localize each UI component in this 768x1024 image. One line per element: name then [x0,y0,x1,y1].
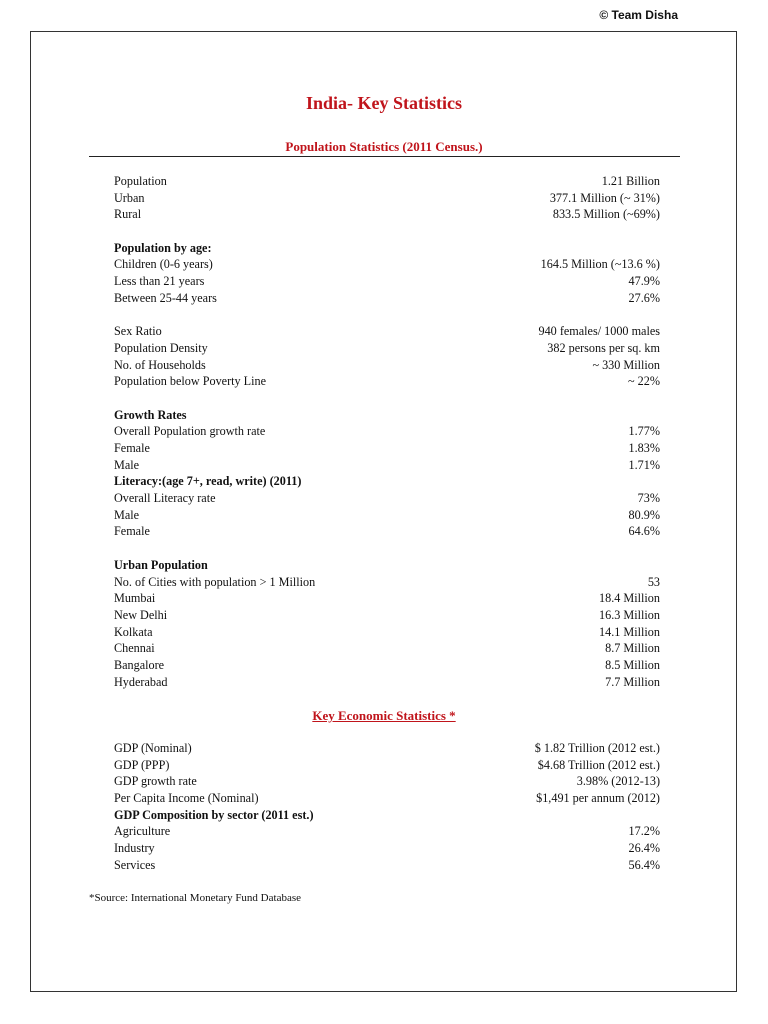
subsection-heading-gdp-composition [114,807,660,824]
subsection-label: Literacy:(age 7+, read, write) (2011) [114,474,302,489]
stat-row-children [114,256,660,273]
stat-value: 17.2% [628,824,660,839]
subsection-label: Population by age: [114,240,212,255]
stat-value: 8.5 Million [605,657,660,672]
stat-row-industry [114,840,660,857]
stat-value: $4.68 Trillion (2012 est.) [537,757,660,772]
stat-label: Population below Poverty Line [114,374,266,389]
stat-row-gdp-ppp [114,757,660,774]
stat-row-new-delhi [114,607,660,624]
stat-label: Agriculture [114,824,171,839]
stat-label: Rural [114,207,142,222]
population-section-heading: Population Statistics (2011 Census.) [285,139,483,154]
stat-row-gdp-nominal [114,740,660,757]
stat-row-growth-male [114,457,660,474]
stat-row-literacy-female [114,523,660,540]
team-credit: © Team Disha [599,8,678,22]
stat-row-literacy-overall [114,490,660,507]
stat-label: New Delhi [114,607,168,622]
stat-label: Male [114,507,140,522]
stat-row-poverty [114,373,660,390]
stat-value: 47.9% [628,274,660,289]
stat-row-households [114,357,660,374]
stat-label: Overall Population growth rate [114,424,266,439]
stat-row-services [114,857,660,874]
stat-value: 1.77% [628,424,660,439]
stat-value: 27.6% [628,290,660,305]
stat-value: 56.4% [628,857,660,872]
stat-value: ~ 330 Million [592,357,660,372]
stat-row-per-capita [114,790,660,807]
stat-row-gdp-growth [114,773,660,790]
stat-label: Hyderabad [114,674,168,689]
stat-value: 64.6% [628,524,660,539]
stat-value: 377.1 Million (~ 31%) [549,190,660,205]
stat-label: Sex Ratio [114,324,162,339]
stat-value: 1.83% [628,441,660,455]
stat-label: Chennai [114,641,155,656]
stat-row-bangalore [114,657,660,674]
stat-value: 73% [637,491,660,506]
stat-label: Children (0-6 years) [114,257,213,272]
stat-row-growth-female [114,440,660,457]
stat-label: Population [114,174,167,188]
stat-row-literacy-male [114,507,660,524]
stat-value: 26.4% [628,841,660,856]
stat-value: 940 females/ 1000 males [538,324,660,339]
economic-stats-list [114,740,660,874]
stat-value: 16.3 Million [599,607,660,622]
stat-label: Per Capita Income (Nominal) [114,791,259,806]
stat-value: 382 persons per sq. km [547,340,660,355]
stat-row-agriculture [114,823,660,840]
stat-row-sex-ratio [114,323,660,340]
stat-row-hyderabad [114,674,660,691]
stat-row-between-25-44 [114,290,660,307]
source-footnote: *Source: International Monetary Fund Database [89,892,301,904]
stat-value: 8.7 Million [605,641,660,656]
stat-value: 1.21 Billion [601,174,660,188]
stat-label: Between 25-44 years [114,290,217,305]
stat-label: Less than 21 years [114,274,205,289]
stat-label: GDP growth rate [114,774,197,789]
stat-value: $ 1.82 Trillion (2012 est.) [534,741,660,755]
subsection-heading-urban [114,557,660,574]
subsection-label: GDP Composition by sector (2011 est.) [114,807,314,822]
stat-label: No. of Households [114,357,206,372]
stat-row-less-than-21 [114,273,660,290]
economic-section-heading-text: Key Economic Statistics * [312,708,456,723]
stat-label: Industry [114,841,155,856]
stat-value: ~ 22% [628,374,660,389]
stat-label: GDP (PPP) [114,757,170,772]
stat-label: GDP (Nominal) [114,741,192,755]
population-stats-list [114,173,660,690]
subsection-heading-literacy [114,473,660,490]
stat-value: 164.5 Million (~13.6 %) [540,257,660,272]
stat-label: Female [114,441,150,455]
stat-row-kolkata [114,624,660,641]
stat-label: Urban [114,190,145,205]
stat-label: Mumbai [114,591,156,606]
stat-value: 7.7 Million [605,674,660,689]
stat-label: Services [114,857,156,872]
stat-value: 3.98% (2012-13) [576,774,660,789]
subsection-label: Growth Rates [114,407,187,422]
economic-section-heading [0,708,768,724]
stat-value: 80.9% [628,507,660,522]
stat-row-urban [114,190,660,207]
subsection-heading-by-age [114,240,660,257]
spacer [114,307,660,324]
subsection-heading-growth [114,407,660,424]
document-title: India- Key Statistics [305,93,462,113]
stat-value: 14.1 Million [599,624,660,639]
stat-row-growth-overall [114,423,660,440]
stat-label: Male [114,457,140,472]
stat-row-mumbai [114,590,660,607]
stat-label: Kolkata [114,624,153,639]
spacer [114,540,660,557]
stat-value: 53 [647,574,660,589]
stat-row-chennai [114,640,660,657]
stat-label: Overall Literacy rate [114,491,216,506]
stat-label: No. of Cities with population > 1 Million [114,574,316,589]
stat-label: Female [114,524,150,539]
stat-row-rural [114,206,660,223]
spacer [114,390,660,407]
stat-row-cities-count [114,574,660,591]
stat-value: 833.5 Million (~69%) [552,207,660,222]
spacer [114,223,660,240]
stat-label: Bangalore [114,657,165,672]
stat-value: 18.4 Million [599,591,660,606]
stat-row-density [114,340,660,357]
subsection-label: Urban Population [114,557,208,572]
stat-value: 1.71% [628,457,660,472]
stat-value: $1,491 per annum (2012) [536,791,660,806]
heading-divider [89,156,680,157]
stat-label: Population Density [114,340,208,355]
stat-row-population [114,173,660,190]
